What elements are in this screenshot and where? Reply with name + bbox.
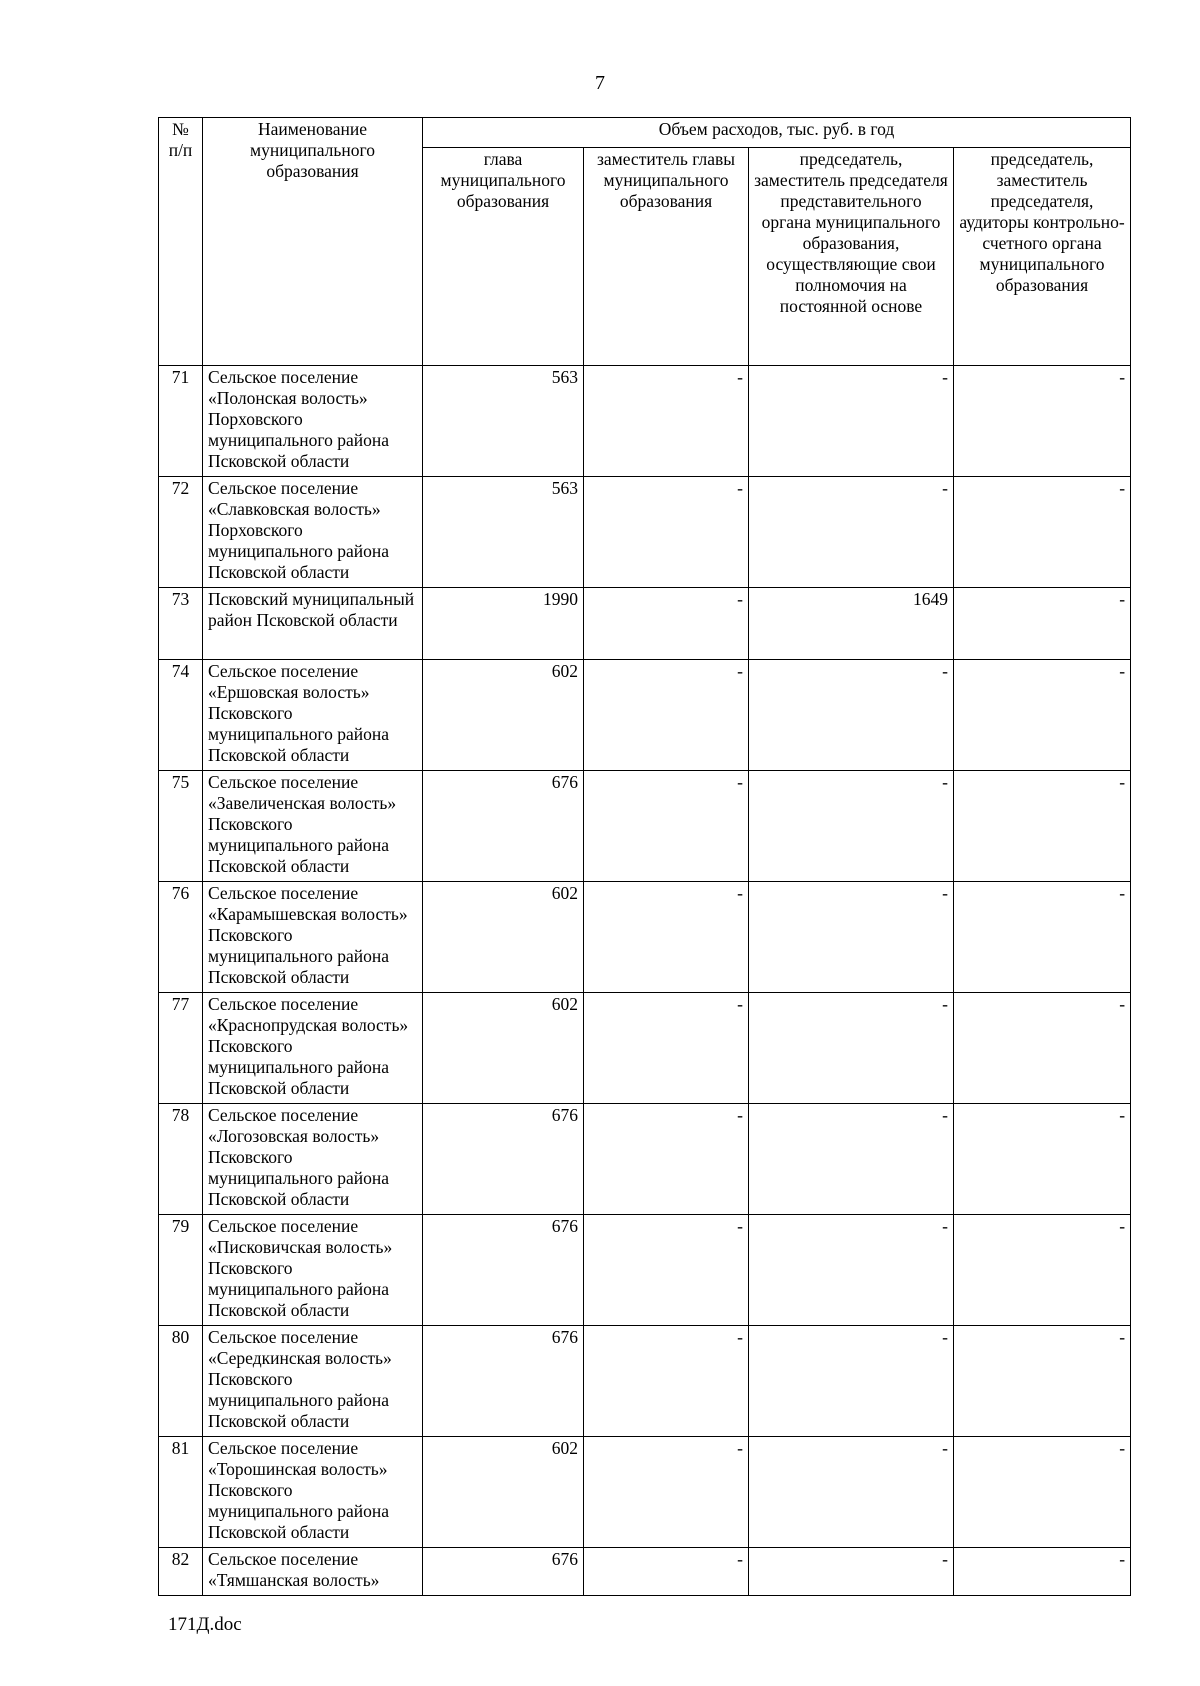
row-name: Сельское поселение «Краснопрудская волость» Псковского муниципального района Псковской области <box>203 993 423 1104</box>
row-name: Псковский муниципальный район Псковской области <box>203 588 423 660</box>
row-head-value: 602 <box>423 882 584 993</box>
table-row <box>159 660 1131 771</box>
row-deputy-value: - <box>584 1104 749 1215</box>
row-audit-value: - <box>954 882 1131 993</box>
row-head-value: 676 <box>423 1215 584 1326</box>
header-expense-group: Объем расходов, тыс. руб. в год <box>423 118 1131 148</box>
row-name: Сельское поселение «Торошинская волость» Псковского муниципального района Псковской области <box>203 1437 423 1548</box>
row-number: 71 <box>159 366 203 477</box>
row-head-value: 602 <box>423 660 584 771</box>
row-number: 79 <box>159 1215 203 1326</box>
page-number: 7 <box>595 72 605 94</box>
row-deputy-value: - <box>584 771 749 882</box>
row-representative-value: - <box>749 771 954 882</box>
row-name: Сельское поселение «Славковская волость» Порховского муниципального района Псковской области <box>203 477 423 588</box>
row-audit-value: - <box>954 660 1131 771</box>
row-number: 76 <box>159 882 203 993</box>
row-number: 82 <box>159 1548 203 1596</box>
row-name: Сельское поселение «Логозовская волость» Псковского муниципального района Псковской области <box>203 1104 423 1215</box>
row-representative-value: - <box>749 882 954 993</box>
row-head-value: 676 <box>423 1104 584 1215</box>
header-audit: председатель, заместитель председателя, аудиторы контрольно-счетного органа муниципального образования <box>954 148 1131 366</box>
row-deputy-value: - <box>584 588 749 660</box>
table-row <box>159 477 1131 588</box>
row-head-value: 563 <box>423 366 584 477</box>
row-representative-value: - <box>749 1104 954 1215</box>
table-row <box>159 1215 1131 1326</box>
header-representative: председатель, заместитель председателя представительного органа муниципального образования, осуществляющие свои полномочия на постоянной основе <box>749 148 954 366</box>
row-head-value: 602 <box>423 1437 584 1548</box>
row-audit-value: - <box>954 1104 1131 1215</box>
row-number: 72 <box>159 477 203 588</box>
row-number: 81 <box>159 1437 203 1548</box>
row-deputy-value: - <box>584 1215 749 1326</box>
row-deputy-value: - <box>584 882 749 993</box>
table-body <box>159 366 1131 1596</box>
row-audit-value: - <box>954 588 1131 660</box>
row-deputy-value: - <box>584 1437 749 1548</box>
table-row <box>159 1548 1131 1596</box>
table-row <box>159 771 1131 882</box>
row-name: Сельское поселение «Писковичская волость» Псковского муниципального района Псковской области <box>203 1215 423 1326</box>
row-representative-value: - <box>749 366 954 477</box>
row-representative-value: - <box>749 477 954 588</box>
row-name: Сельское поселение «Завеличенская волость» Псковского муниципального района Псковской области <box>203 771 423 882</box>
table-row <box>159 1437 1131 1548</box>
row-deputy-value: - <box>584 660 749 771</box>
row-audit-value: - <box>954 1437 1131 1548</box>
budget-table <box>158 117 1131 1596</box>
row-number: 80 <box>159 1326 203 1437</box>
row-name: Сельское поселение «Полонская волость» Порховского муниципального района Псковской области <box>203 366 423 477</box>
row-representative-value: - <box>749 1548 954 1596</box>
row-audit-value: - <box>954 477 1131 588</box>
row-deputy-value: - <box>584 1548 749 1596</box>
table-row <box>159 1326 1131 1437</box>
row-representative-value: - <box>749 993 954 1104</box>
header-name: Наименование муниципального образования <box>203 118 423 366</box>
row-head-value: 602 <box>423 993 584 1104</box>
footer-filename: 171Д.doc <box>168 1614 242 1635</box>
row-deputy-value: - <box>584 1326 749 1437</box>
row-representative-value: - <box>749 660 954 771</box>
row-deputy-value: - <box>584 993 749 1104</box>
row-number: 75 <box>159 771 203 882</box>
row-audit-value: - <box>954 1215 1131 1326</box>
row-head-value: 676 <box>423 771 584 882</box>
row-audit-value: - <box>954 1326 1131 1437</box>
row-audit-value: - <box>954 993 1131 1104</box>
header-head: глава муниципального образования <box>423 148 584 366</box>
row-number: 73 <box>159 588 203 660</box>
row-representative-value: 1649 <box>749 588 954 660</box>
table-row <box>159 366 1131 477</box>
table-row <box>159 993 1131 1104</box>
row-number: 78 <box>159 1104 203 1215</box>
row-head-value: 1990 <box>423 588 584 660</box>
header-num: № п/п <box>159 118 203 366</box>
row-audit-value: - <box>954 1548 1131 1596</box>
table-row <box>159 588 1131 660</box>
row-representative-value: - <box>749 1437 954 1548</box>
row-number: 77 <box>159 993 203 1104</box>
row-head-value: 676 <box>423 1326 584 1437</box>
row-deputy-value: - <box>584 477 749 588</box>
row-audit-value: - <box>954 771 1131 882</box>
row-deputy-value: - <box>584 366 749 477</box>
table-row <box>159 882 1131 993</box>
row-name: Сельское поселение «Тямшанская волость» <box>203 1548 423 1596</box>
row-representative-value: - <box>749 1215 954 1326</box>
row-name: Сельское поселение «Середкинская волость» Псковского муниципального района Псковской области <box>203 1326 423 1437</box>
row-head-value: 676 <box>423 1548 584 1596</box>
row-number: 74 <box>159 660 203 771</box>
row-name: Сельское поселение «Карамышевская волость» Псковского муниципального района Псковской области <box>203 882 423 993</box>
row-name: Сельское поселение «Ершовская волость» Псковского муниципального района Псковской области <box>203 660 423 771</box>
row-representative-value: - <box>749 1326 954 1437</box>
table-row <box>159 1104 1131 1215</box>
row-head-value: 563 <box>423 477 584 588</box>
row-audit-value: - <box>954 366 1131 477</box>
header-deputy: заместитель главы муниципального образования <box>584 148 749 366</box>
